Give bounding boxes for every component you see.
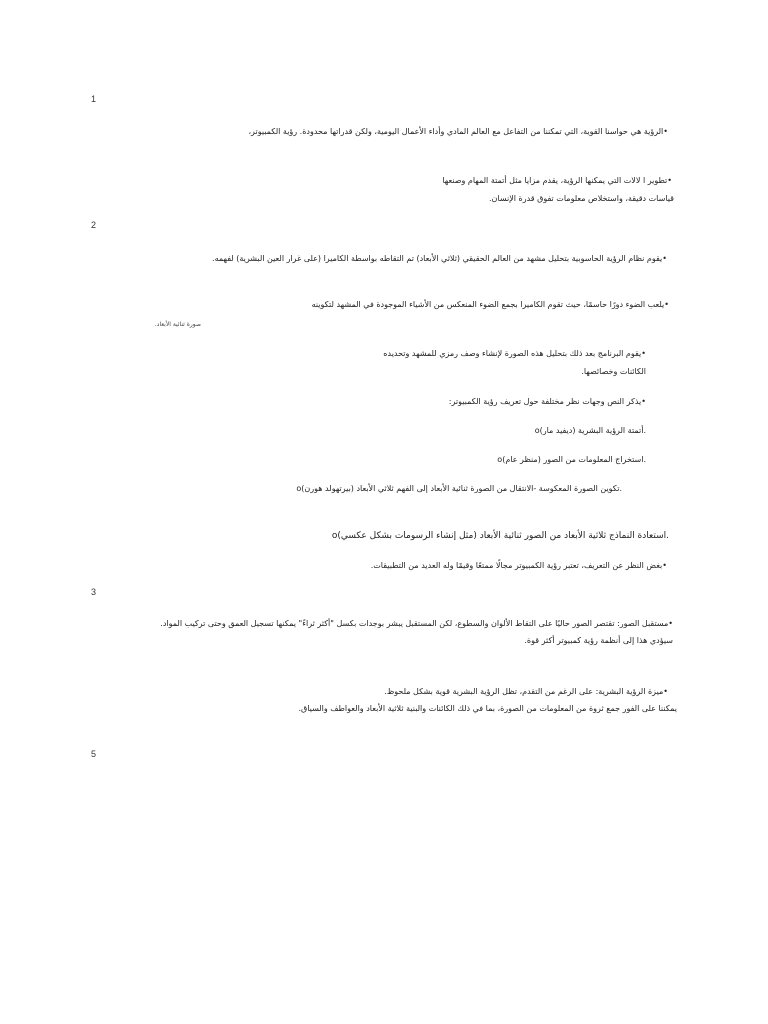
text-line: •يقوم نظام الرؤية الحاسوبية بتحليل مشهد من العالم الحقيقي (ثلاثي الأبعاد) تم التقاطه بواسطة الكاميرا (على غرار العين البشرية) لفهمه. <box>212 254 667 263</box>
text-line: oأتمتة الرؤية البشرية (ديفيد مار). <box>534 426 646 435</box>
text-line: •تطوير ا لالات التي يمكنها الرؤية، يقدم مزايا مثل أتمتة المهام وصنعها <box>442 176 672 185</box>
text-line: الكائنات وخصائصها. <box>581 367 646 376</box>
page-number-3: 3 <box>91 587 97 597</box>
text-line: •مستقبل الصور: تقتصر الصور حاليًا على التقاط الألوان والسطوع، لكن المستقبل يبشر بوجدات بكسل "أكثر ثراءً" يمكنها تسجيل العمق وحتى تركيب المواد. <box>160 619 673 628</box>
text-line: صورة ثنائية الأبعاد. <box>154 321 201 328</box>
text-line: oاستخراج المعلومات من الصور (منظر عام). <box>497 455 646 464</box>
page-number-1: 1 <box>91 94 97 104</box>
text-line: •بغض النظر عن التعريف، تعتبر رؤية الكمبيوتر مجالًا ممتعًا وقيمًا وله العديد من التطبيقات. <box>370 561 667 570</box>
text-line: •يذكر النص وجهات نظر مختلفة حول تعريف رؤية الكمبيوتر: <box>448 397 646 406</box>
text-line: •الرؤية هي حواسنا القوية، التي تمكننا من التفاعل مع العالم المادي وأداء الأعمال اليومية، ولكن قدراتها محدودة. رؤية الكمبيوتر، <box>248 127 668 136</box>
text-line: قياسات دقيقة، واستخلاص معلومات تفوق قدرة الإنسان. <box>488 194 674 203</box>
text-line: سيؤدي هذا إلى أنظمة رؤية كمبيوتر أكثر قوة. <box>524 636 673 645</box>
text-line: oتكوين الصورة المعكوسة -الانتقال من الصورة ثنائية الأبعاد إلى الفهم ثلاثي الأبعاد (بيرتهولد هورن). <box>296 484 622 493</box>
text-line: •يلعب الضوء دورًا حاسمًا، حيث تقوم الكاميرا بجمع الضوء المنعكس من الأشياء الموجودة في المشهد لتكوينه <box>311 300 669 309</box>
text-line: •يقوم البرنامج بعد ذلك بتحليل هذه الصورة لإنشاء وصف رمزي للمشهد وتحديده <box>383 349 646 358</box>
page-number-5: 5 <box>91 749 97 759</box>
text-line: •ميزة الرؤية البشرية: على الرغم من التقدم، تظل الرؤية البشرية قوية بشكل ملحوظ. <box>384 687 668 696</box>
text-line: oاستعادة النماذج ثلاثية الأبعاد من الصور ثنائية الأبعاد (مثل إنشاء الرسومات بشكل عكسي). <box>331 531 669 541</box>
text-line: يمكننا على الفور جمع ثروة من المعلومات من الصورة، بما في ذلك الكائنات والبنية ثلاثية الأبعاد والعواطف والسياق. <box>298 704 677 713</box>
page-number-2: 2 <box>91 220 97 230</box>
